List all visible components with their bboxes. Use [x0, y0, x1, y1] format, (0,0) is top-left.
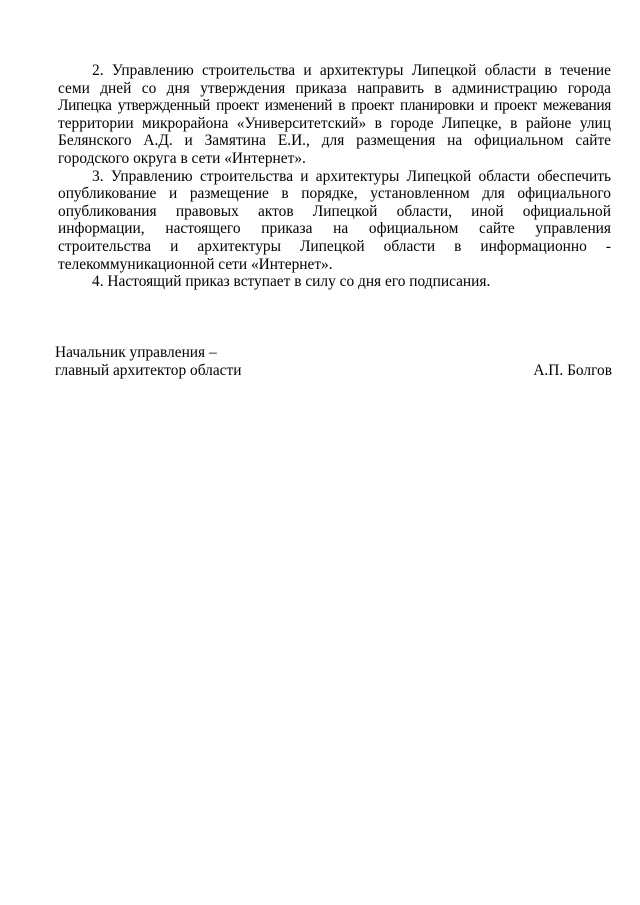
signature-block: [55, 344, 612, 379]
signature-row: [55, 362, 612, 380]
paragraph-item-3: [58, 168, 611, 274]
paragraph-item-4: [58, 273, 611, 291]
text-line: семи дней со дня утверждения приказа направить в администрацию города: [58, 79, 611, 97]
text-line: строительства и архитектуры Липецкой области в информационно -: [58, 237, 611, 255]
signatory-position-line2: главный архитектор области: [55, 361, 242, 379]
text-line: 2. Управлению строительства и архитектуры Липецкой области в течение: [92, 62, 611, 79]
text-line: Липецка утвержденный проект изменений в проект планировки и проект межевания: [58, 97, 611, 115]
text-line: 3. Управлению строительства и архитектуры Липецкой области обеспечить: [92, 167, 611, 185]
order-body: [58, 62, 611, 291]
text-line: Белянского А.Д. и Замятина Е.И., для размещения на официальном сайте: [58, 132, 611, 150]
text-line: информации, настоящего приказа на официальном сайте управления: [58, 220, 611, 238]
text-line: 4. Настоящий приказ вступает в силу со дня его подписания.: [92, 273, 491, 291]
signatory-name: А.П. Болгов: [533, 361, 612, 379]
text-line: городского округа в сети «Интернет».: [58, 149, 306, 167]
text-line: опубликования правовых актов Липецкой области, иной официальной: [58, 202, 611, 220]
text-line: опубликование и размещение в порядке, установленном для официального: [58, 185, 611, 203]
signatory-position-line1: Начальник управления –: [55, 344, 217, 361]
paragraph-item-2: [58, 62, 611, 168]
text-line: территории микрорайона «Университетский» в городе Липецке, в районе улиц: [58, 114, 611, 132]
text-line: телекоммуникационной сети «Интернет».: [58, 255, 333, 273]
